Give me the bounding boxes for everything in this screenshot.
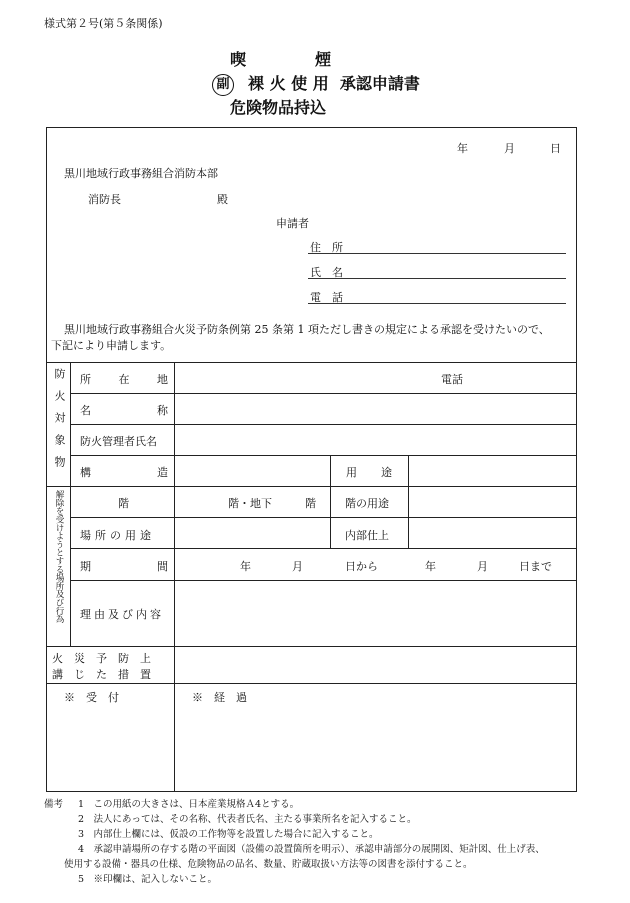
label-structure: 構 造 <box>80 466 168 479</box>
row-line-4 <box>46 486 577 487</box>
period-until: 日まで <box>519 560 552 573</box>
note-5: 5 ※印欄は、記入しないこと。 <box>78 874 218 885</box>
group-kaijo-basho-koui: 解除を受けようとする場所及び行為 <box>54 490 64 623</box>
title-en: 煙 <box>315 50 332 69</box>
label-period: 期 間 <box>80 560 168 573</box>
date-year: 年 <box>457 142 468 155</box>
label-reason: 理由及び内容 <box>80 608 164 621</box>
row-line-9 <box>46 683 577 684</box>
applicant-phone-line[interactable] <box>308 303 566 304</box>
label-progress: ※ 経 過 <box>192 691 247 704</box>
period-from: 日から <box>345 560 378 573</box>
row-line-3 <box>70 455 577 456</box>
title-rakka: 裸 火 使 用 <box>248 74 329 93</box>
col-line-label <box>174 362 175 792</box>
row-line-5 <box>70 517 577 518</box>
label-reception: ※ 受 付 <box>64 691 119 704</box>
label-use: 用 途 <box>346 466 392 479</box>
row-line-8 <box>46 646 577 647</box>
addressee-org: 黒川地域行政事務組合消防本部 <box>64 167 218 180</box>
period-month2: 月 <box>477 560 488 573</box>
form-frame <box>46 127 577 792</box>
applicant-name-label: 氏 名 <box>310 266 343 279</box>
applicant-name-line[interactable] <box>308 278 566 279</box>
applicant-label: 申請者 <box>276 217 309 230</box>
label-place-use: 場所の用途 <box>80 529 155 542</box>
label-name: 名 称 <box>80 404 168 417</box>
floor-value: 階・地下 階 <box>228 497 316 510</box>
date-month: 月 <box>504 142 515 155</box>
col-line-group <box>70 362 71 646</box>
col-line-mid <box>330 455 331 548</box>
title-kitsu: 喫 <box>230 50 247 69</box>
table-top-line <box>46 362 577 363</box>
note-3: 3 内部仕上欄には、仮設の工作物等を設置した場合に記入すること。 <box>78 829 379 840</box>
period-month1: 月 <box>292 560 303 573</box>
period-year1: 年 <box>240 560 251 573</box>
applicant-phone-label: 電 話 <box>310 291 343 304</box>
title-kikenbutsu: 危険物品持込 <box>230 98 327 117</box>
note-4: 4 承認申請場所の存する階の平面図（設備の設置箇所を明示）、承認申請部分の展開図、矩計図、仕上げ表、 <box>78 844 545 855</box>
label-floor: 階 <box>118 497 129 510</box>
note-4-cont: 使用する設備・器具の仕様、危険物品の品名、数量、貯蔵取扱い方法等の図書を添付すること。 <box>64 859 473 870</box>
row-line-2 <box>70 424 577 425</box>
label-location: 所 在 地 <box>80 373 168 386</box>
statement-line2: 下記により申請します。 <box>51 339 172 352</box>
label-floor-use: 階の用途 <box>345 497 389 510</box>
label-phone: 電話 <box>441 373 463 386</box>
col-line-right <box>408 455 409 548</box>
row-line-7 <box>70 580 577 581</box>
period-year2: 年 <box>425 560 436 573</box>
applicant-address-label: 住 所 <box>310 241 343 254</box>
statement-line1: 黒川地域行政事務組合火災予防条例第 25 条第 1 項ただし書きの規定による承認を受けたいので、 <box>64 323 550 336</box>
circle-fuku-mark: 副 <box>212 74 234 96</box>
group-bouka-taishoubutsu: 防火対象物 <box>53 368 66 478</box>
note-1: 1 この用紙の大きさは、日本産業規格Ａ4とする。 <box>78 799 300 810</box>
applicant-address-line[interactable] <box>308 253 566 254</box>
title-main <box>212 71 420 96</box>
label-fire-prev-2: 講 じ た 措 置 <box>52 668 151 681</box>
date-day: 日 <box>550 142 561 155</box>
addressee-honorific: 殿 <box>217 193 228 206</box>
addressee-chief: 消防長 <box>88 193 121 206</box>
label-interior: 内部仕上 <box>345 529 389 542</box>
row-line-1 <box>70 393 577 394</box>
row-line-6 <box>70 548 577 549</box>
form-number: 様式第２号(第５条関係) <box>44 17 163 30</box>
label-manager: 防火管理者氏名 <box>80 435 157 448</box>
note-2: 2 法人にあっては、その名称、代表者氏名、主たる事業所名を記入すること。 <box>78 814 417 825</box>
label-fire-prev-1: 火 災 予 防 上 <box>52 652 151 665</box>
notes-label: 備考 <box>44 799 64 810</box>
title-suffix: 承認申請書 <box>339 74 420 93</box>
